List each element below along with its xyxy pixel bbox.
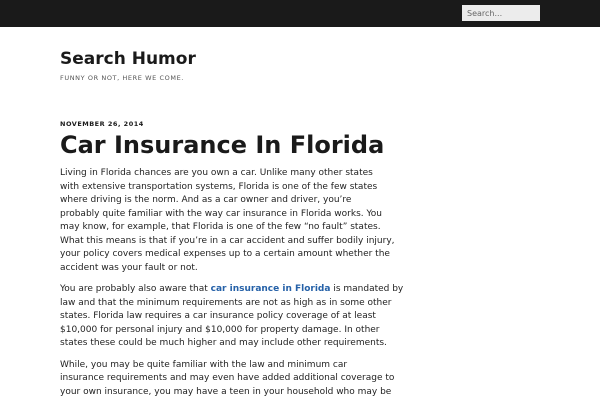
site-description: FUNNY OR NOT, HERE WE COME. [60,74,184,82]
paragraph-line: where driving is the norm. And as a car owner and driver, you’re [60,195,352,205]
paragraph-line: insurance requirements and may even have added additional coverage to [60,373,395,383]
car-insurance-florida-link[interactable]: car insurance in Florida [210,284,331,294]
paragraph-line: $10,000 for personal injury and $10,000 for property damage. In other [60,324,380,335]
paragraph-line: may know, for example, that Florida is one of the few “no fault” states. [60,222,381,232]
paragraph-line: states. Florida law requires a car insurance policy coverage of at least [60,311,376,321]
post-date[interactable]: NOVEMBER 26, 2014 [60,120,144,128]
paragraph-3 [60,359,395,400]
paragraph-line: Living in Florida chances are you own a car. Unlike many other states [60,168,373,178]
paragraph-line: probably quite familiar with the way car insurance in Florida works. You [60,208,383,219]
paragraph-text: is mandated by [330,284,404,294]
top-bar [0,0,600,27]
post-content [60,167,404,400]
paragraph-line: accident was your fault or not. [60,262,198,273]
paragraph-line [60,283,404,297]
paragraph-line: your own insurance, you may have a teen in your household who may be [60,386,392,397]
paragraph-2 [60,283,404,351]
paragraph-text: You are probably also aware that [60,284,211,294]
paragraph-line: While, you may be quite familiar with the law and minimum car [60,359,348,370]
paragraph-line: your policy covers medical expenses up to a certain amount whether the [60,249,390,259]
paragraph-1 [60,167,395,275]
search-input[interactable] [462,5,540,21]
site-title[interactable]: Search Humor [60,49,196,69]
paragraph-line: with extensive transportation systems, Florida is one of the few states [60,181,378,192]
paragraph-line: law and that the minimum requirements are not as high as in some other [60,297,392,308]
post-title[interactable]: Car Insurance In Florida [60,131,385,159]
paragraph-line: states these could be much higher and may include other requirements. [60,338,387,348]
paragraph-line: What this means is that if you’re in a car accident and suffer bodily injury, [60,235,395,246]
